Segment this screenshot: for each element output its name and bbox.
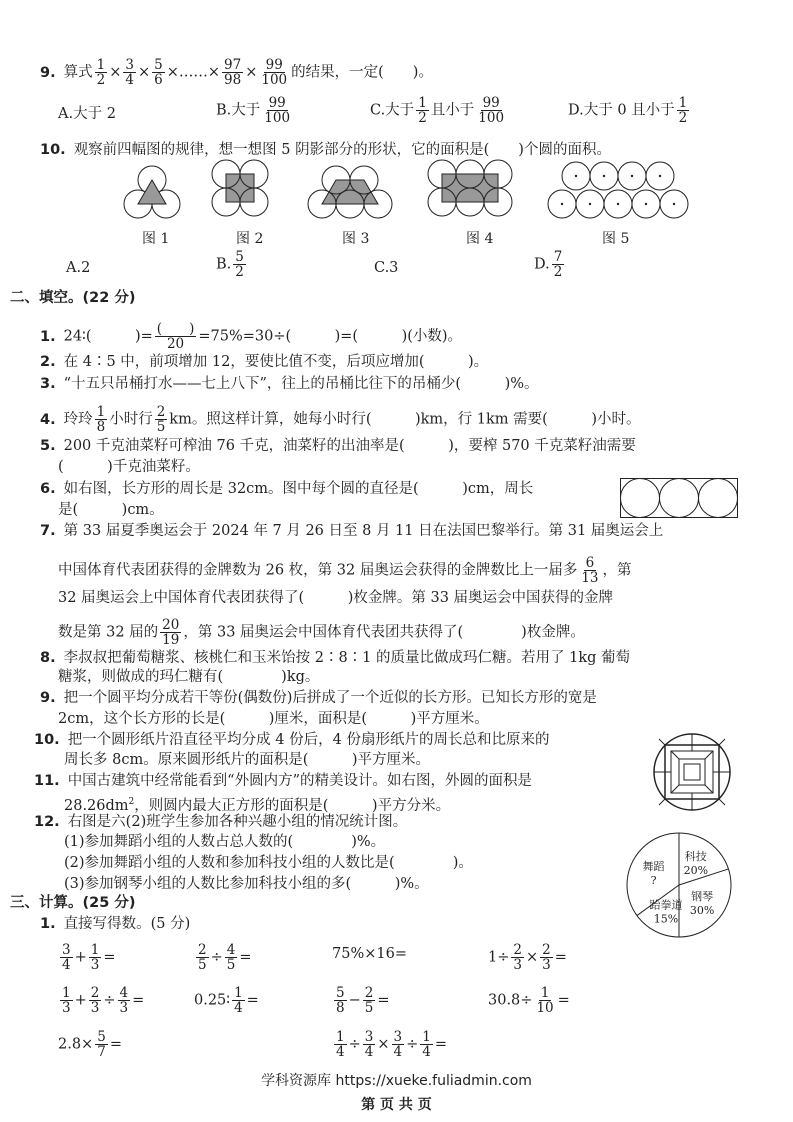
pie-slice-value: 15% [653, 912, 679, 926]
figure-caption: 图 2 [236, 231, 264, 247]
figure-caption: 图 4 [466, 231, 494, 247]
option-b: B. $\frac{5}{2}$ [216, 249, 244, 280]
figure-4 [428, 160, 548, 220]
question-number: 10. [40, 142, 66, 158]
footer-site: 学科资源库 https://xueke.fuliadmin.com [261, 1073, 532, 1089]
option-c: C.大于 $\frac{1}{2}$ 且小于 $\frac{99}{100}$ [370, 95, 505, 126]
fill-12-sub2: (2)参加舞蹈小组的人数和参加科技小组的人数比是( )。 [64, 855, 473, 871]
question-number: 2. [40, 354, 56, 370]
calc-r2c1: $\frac{1}{3}$ + $\frac{2}{3}$ ÷ $\frac{4}{3}$ = [62, 985, 145, 1016]
pie-slice-value: ? [650, 874, 657, 888]
calc-r1c4: 1÷ $\frac{2}{3}$ × $\frac{2}{3}$ = [488, 942, 567, 973]
calc-r1c2: $\frac{2}{5}$ ÷ $\frac{4}{5}$ = [198, 942, 252, 973]
fill-9-line2: 2cm，这个长方形的长是( )厘米，面积是( )平方厘米。 [58, 711, 489, 727]
figure-1 [122, 162, 202, 222]
question-number: 7. [40, 523, 56, 539]
q9-line: 9. 算式 $\frac{1}{2}$ × $\frac{3}{4}$ × $\frac{5}{6}$ ×……× $\frac{97}{98}$ × $\frac{99}{100}$ 的结果，一定( )。 [40, 57, 433, 88]
question-number: 1. [40, 328, 56, 345]
figure-caption: 图 3 [342, 231, 370, 247]
interest-group-pie-chart [624, 830, 734, 940]
question-number: 11. [34, 773, 60, 789]
option-d: D. $\frac{7}{2}$ [534, 249, 563, 280]
calc-r1c1: $\frac{3}{4}$ + $\frac{1}{3}$ = [62, 942, 116, 973]
fill-10: 10. 把一个圆形纸片沿直径平均分成 4 份后，4 份扇形纸片的周长总和比原来的 [34, 732, 550, 748]
question-number: 9. [40, 690, 56, 706]
pie-slice-value: 20% [683, 863, 709, 877]
figure-3 [308, 162, 408, 222]
fill-12-sub1: (1)参加舞蹈小组的人数占总人数的( )%。 [64, 834, 386, 850]
option-b: B.大于 $\frac{99}{100}$ [216, 95, 291, 126]
figure-caption: 图 5 [602, 231, 630, 247]
fill-2: 2. 在 4∶5 中，前项增加 12，要使比值不变，后项应增加( )。 [40, 354, 489, 370]
question-number: 5. [40, 438, 56, 454]
option-c: C.3 [374, 260, 399, 276]
fill-11: 11. 中国古建筑中经常能看到“外圆内方”的精美设计。如右图，外圆的面积是 [34, 773, 533, 789]
fraction: $\frac{99}{100}$ [261, 57, 288, 88]
option-d: D.大于 0 且小于 $\frac{1}{2}$ [568, 95, 688, 126]
fill-12-sub3: (3)参加钢琴小组的人数比参加科技小组的多( )%。 [64, 876, 429, 892]
figure-caption: 图 1 [142, 231, 170, 247]
question-number: 6. [40, 481, 56, 497]
calc-r3c3: $\frac{1}{4}$ ÷ $\frac{3}{4}$ × $\frac{3}{4}$ ÷ $\frac{1}{4}$ = [336, 1029, 447, 1060]
calc-r3c1: 2.8× $\frac{5}{7}$ = [58, 1029, 122, 1060]
fill-7: 7. 第 33 届夏季奥运会于 2024 年 7 月 26 日至 8 月 11 日在法国巴黎举行。第 31 届奥运会上 [40, 523, 664, 539]
fraction: $\frac{5}{6}$ [154, 57, 163, 88]
question-number: 8. [40, 650, 56, 666]
fill-8: 8. 李叔叔把葡萄糖浆、核桃仁和玉米饴按 2∶8∶1 的质量比做成玛仁糖。若用了 1kg 葡萄 [40, 650, 631, 666]
fill-6-line2: 是( )cm。 [58, 502, 164, 518]
fill-11-line2: $28.26dm^2$，则圆内最大正方形的面积是( )平方分米。 [64, 797, 451, 814]
calc-r2c2: 0.25∶ $\frac{1}{4}$ = [194, 985, 259, 1016]
fraction: $\frac{97}{98}$ [224, 57, 242, 88]
fill-7-line3: 32 届奥运会上中国体育代表团获得了( )枚金牌。第 33 届奥运会中国获得的金牌 [58, 590, 614, 606]
q10-options [66, 249, 746, 288]
fraction: $\frac{20}{19}$ [162, 617, 180, 648]
question-number: 3. [40, 376, 56, 392]
calc-r2c3: $\frac{5}{8}$ − $\frac{2}{5}$ = [336, 985, 390, 1016]
question-number: 4. [40, 411, 56, 428]
fill-5: 5. 200 千克油菜籽可榨油 76 千克，油菜籽的出油率是( )，要榨 570 千克菜籽油需要 [40, 438, 636, 454]
fill-5-line2: ( )千克油菜籽。 [58, 459, 200, 475]
calc-1-heading: 1. 直接写得数。(5 分) [40, 916, 191, 932]
fraction: $\frac{2}{5}$ [156, 404, 166, 435]
fraction: $\frac{6}{13}$ [581, 555, 599, 586]
question-number: 12. [34, 814, 60, 830]
pie-slice-label: 跆拳道 [649, 898, 683, 912]
figure-5 [548, 162, 688, 224]
fill-7-line4: 数是第 32 届的 $\frac{20}{19}$ ，第 33 届奥运会中国体育代表团共获得了( )枚金牌。 [58, 617, 585, 648]
section-title: 二、填空。(22 分) [10, 290, 136, 306]
pie-slice-label: 钢琴 [691, 889, 714, 903]
lattice-window-figure [652, 732, 732, 812]
fill-4: 4. 玲玲 $\frac{1}{8}$ 小时行 $\frac{2}{5}$ km。照这样计算，她每小时行( )km，行 1km 需要( )小时。 [40, 404, 641, 435]
fill-3: 3. “十五只吊桶打水——七上八下”，往上的吊桶比往下的吊桶少( )%。 [40, 376, 539, 392]
calc-r2c4: 30.8÷ $\frac{1}{10}$ = [488, 985, 570, 1016]
fraction: $\frac{1}{8}$ [96, 404, 106, 435]
q10-line: 10. 观察前四幅图的规律，想一想图 5 阴影部分的形状，它的面积是( )个圆的面积。 [40, 142, 611, 158]
pie-slice-value: 30% [689, 903, 715, 917]
option-a: A.大于 2 [58, 106, 116, 122]
section-title: 三、计算。(25 分) [10, 895, 136, 911]
fill-12: 12. 右图是六(2)班学生参加各种兴趣小组的情况统计图。 [34, 814, 408, 830]
fraction: $\frac{1}{2}$ [96, 57, 106, 88]
fill-6: 6. 如右图，长方形的周长是 32cm。图中每个圆的直径是( )cm，周长 [40, 481, 534, 497]
calc-r1c3: 75%×16= [332, 946, 407, 962]
fill-8-line2: 糖浆，则做成的玛仁糖有( )kg。 [58, 669, 320, 685]
fraction: $\frac{3}{4}$ [125, 57, 134, 88]
figure-2 [212, 160, 292, 220]
question-number: 10. [34, 732, 60, 748]
pie-slice-label: 科技 [684, 849, 707, 863]
fill-1: 1. 24∶( )= $\frac{( )}{20}$ =75%=30÷( )=( )(小数)。 [40, 321, 463, 352]
fraction: $\frac{( )}{20}$ [156, 321, 195, 352]
footer-page: 第 页 共 页 [361, 1097, 432, 1113]
fill-10-line2: 周长多 8cm。原来圆形纸片的面积是( )平方厘米。 [64, 752, 431, 768]
fill-7-line2: 中国体育代表团获得的金牌数为 26 枚，第 32 届奥运会获得的金牌数比上一届多 $\frac{6}{13}$ ，第 [58, 555, 632, 586]
question-number: 1. [40, 916, 56, 932]
fill-9: 9. 把一个圆平均分成若干等份(偶数份)后拼成了一个近似的长方形。已知长方形的宽是 [40, 690, 597, 706]
pie-slice-label: 舞蹈 [642, 860, 665, 874]
question-number: 9. [40, 64, 56, 81]
option-a: A.2 [66, 260, 91, 276]
rectangle-circles-figure [620, 478, 740, 520]
